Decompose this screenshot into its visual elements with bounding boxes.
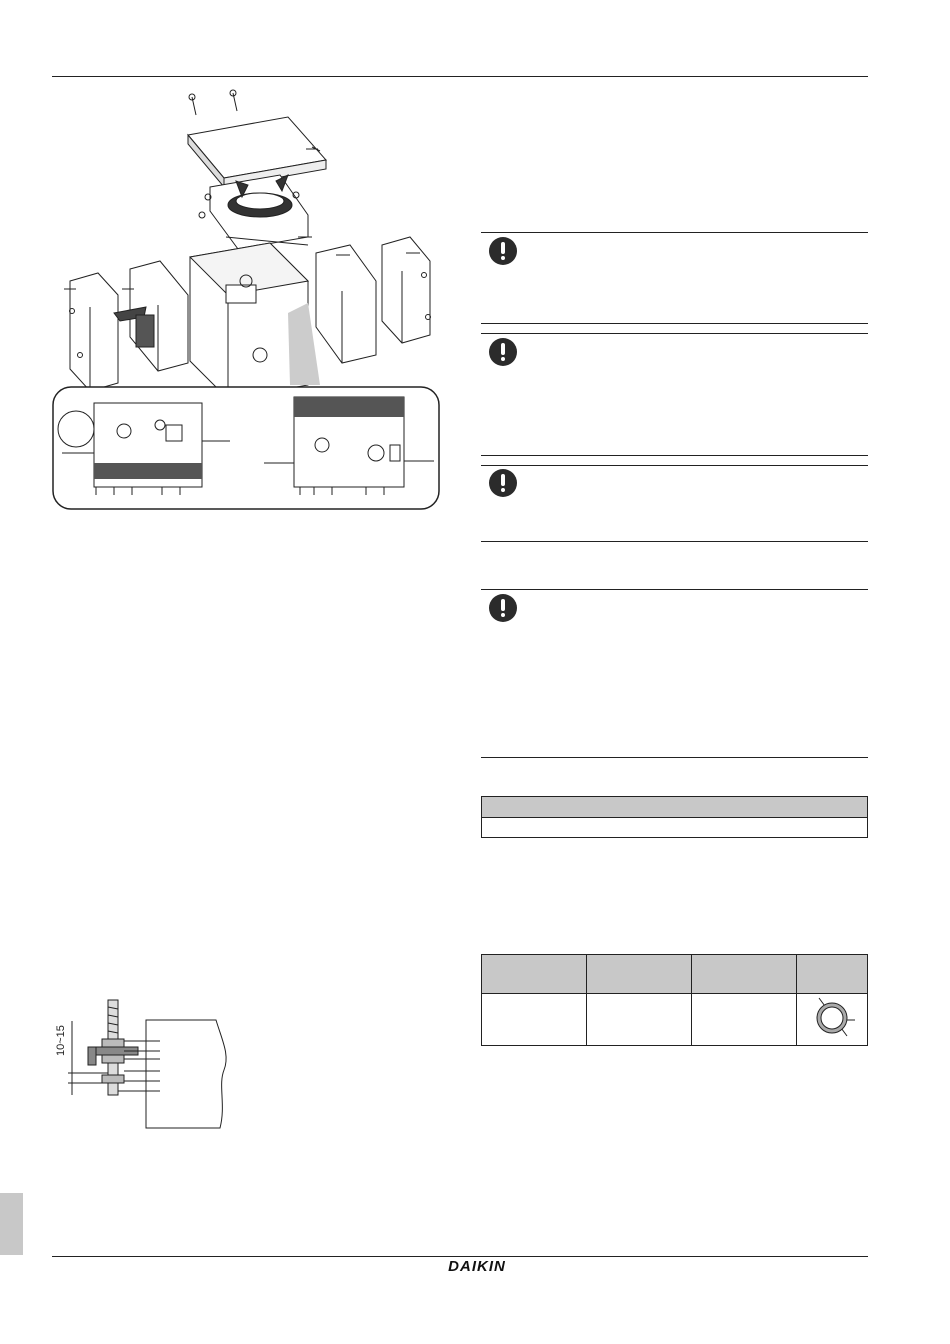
note-rule xyxy=(481,757,868,758)
pipe-table-header-row xyxy=(482,955,868,994)
caution-icon xyxy=(489,237,517,265)
daikin-logo: DAIKIN xyxy=(448,1257,506,1275)
note-rule xyxy=(481,465,868,466)
bolt-detail-diagram xyxy=(50,995,240,1130)
spec-table xyxy=(481,796,868,838)
header-rule xyxy=(52,76,868,77)
page-side-tab xyxy=(0,1193,23,1255)
note-rule xyxy=(481,455,868,456)
caution-icon xyxy=(489,469,517,497)
note-rule xyxy=(481,589,868,590)
pipe-table xyxy=(481,954,868,1046)
bolt-dimension-label: 10~15 xyxy=(55,1025,67,1057)
unit-exploded-diagram xyxy=(50,85,450,515)
note-rule xyxy=(481,323,868,324)
spec-table-cell xyxy=(482,818,868,838)
pipe-table-row xyxy=(482,994,868,1046)
note-rule xyxy=(481,333,868,334)
caution-icon xyxy=(489,338,517,366)
caution-icon xyxy=(489,594,517,622)
note-rule xyxy=(481,541,868,542)
note-rule xyxy=(481,232,868,233)
spec-table-header xyxy=(482,797,868,818)
pipe-section-icon xyxy=(807,994,857,1040)
